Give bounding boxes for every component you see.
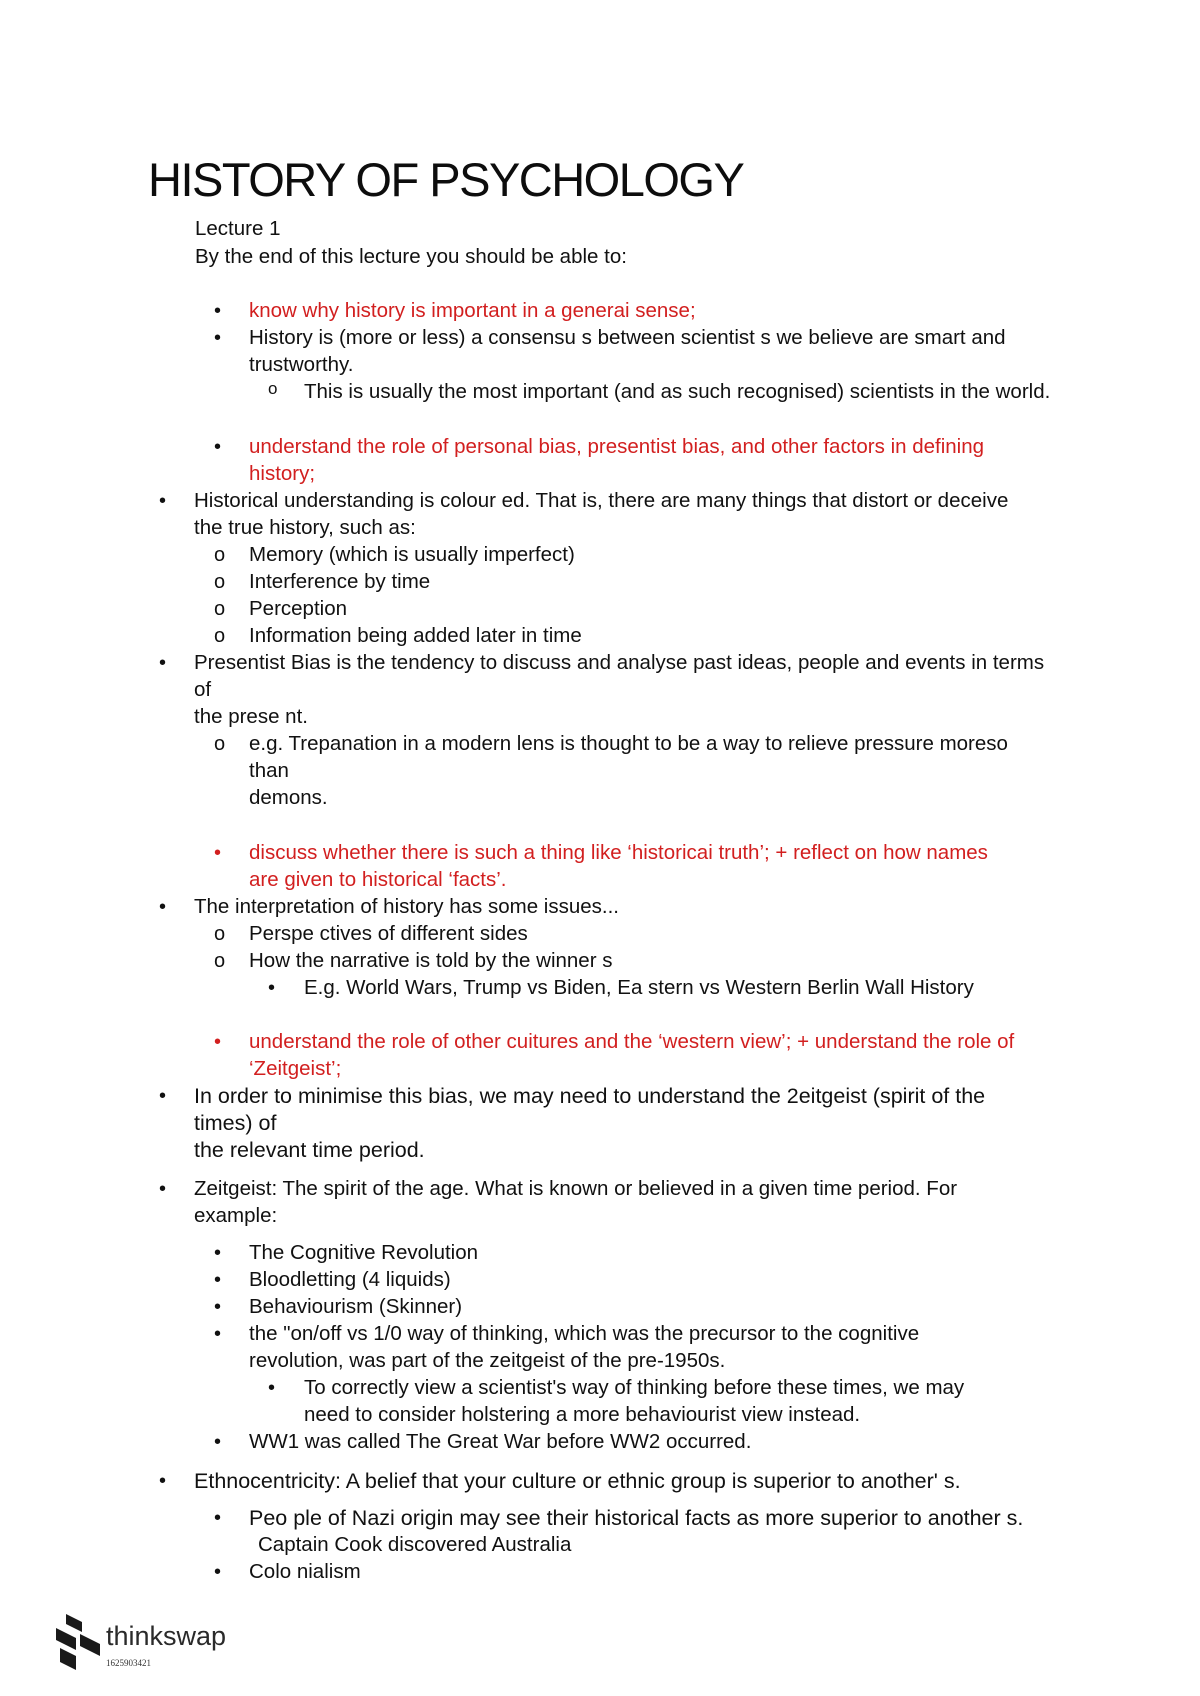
sub-bullet-marker: o — [214, 950, 226, 972]
list-item-text: Behaviourism (Skinner) — [249, 1295, 463, 1318]
bullet-dot: • — [268, 977, 276, 999]
list-item-text: In order to minimise this bias, we may need to understand the 2eitgeist (spirit of the — [194, 1084, 986, 1108]
list-item-text: Information being added later in time — [249, 624, 582, 647]
list-item-text: Captain Cook discovered Australia — [258, 1533, 572, 1556]
list-item-text: History is (more or less) a consensu s between scientist s we believe are smart and — [249, 326, 1006, 349]
lecture-number: Lecture 1 — [195, 217, 281, 240]
list-item-text: E.g. World Wars, Trump vs Biden, Ea stern vs Western Berlin Wall History — [304, 976, 974, 999]
list-item-text: the relevant time period. — [194, 1138, 425, 1162]
bullet-dot: • — [214, 842, 222, 864]
bullet-dot: • — [214, 327, 222, 349]
bullet-dot: • — [214, 1242, 222, 1264]
list-item-text: Perception — [249, 597, 348, 620]
brand-name: thinkswap — [106, 1621, 227, 1651]
bullet-dot: • — [268, 1377, 276, 1399]
list-item-text: Memory (which is usually imperfect) — [249, 543, 575, 566]
objective-text: understand the role of other cuitures and the ‘western view’; + understand the role of — [249, 1030, 1015, 1053]
list-item-text: The interpretation of history has some issues... — [194, 895, 620, 918]
objective-text: know why history is important in a generai sense; — [249, 299, 696, 322]
bullet-dot: • — [214, 1269, 222, 1291]
list-item-text: of — [194, 678, 212, 701]
list-item-text: example: — [194, 1204, 278, 1227]
sub-bullet-marker: o — [214, 733, 226, 755]
bullet-dot: • — [159, 1085, 167, 1107]
sub-bullet-marker: o — [268, 379, 278, 398]
bullet-dot: • — [159, 490, 167, 512]
sub-bullet-marker: o — [214, 923, 226, 945]
bullet-dot: • — [159, 652, 167, 674]
list-item-text: Ethnocentricity: A belief that your culture or ethnic group is superior to another' s. — [194, 1469, 961, 1493]
list-item-text: than — [249, 759, 289, 782]
list-item-text: WW1 was called The Great War before WW2 occurred. — [249, 1430, 752, 1453]
list-item-text: This is usually the most important (and as such recognised) scientists in the world. — [304, 380, 1051, 403]
list-item-text: Bloodletting (4 liquids) — [249, 1268, 451, 1291]
objective-text: discuss whether there is such a thing like ‘historicai truth’; + reflect on how names — [249, 841, 988, 864]
bullet-dot: • — [214, 300, 222, 322]
bullet-dot: • — [214, 1296, 222, 1318]
list-item-text: trustworthy. — [249, 353, 354, 376]
list-item-text: the "on/off vs 1/0 way of thinking, which was the precursor to the cognitive — [249, 1322, 920, 1345]
objective-text: history; — [249, 462, 316, 485]
list-item-text: Presentist Bias is the tendency to discuss and analyse past ideas, people and events in terms — [194, 651, 1045, 674]
list-item-text: e.g. Trepanation in a modern lens is thought to be a way to relieve pressure moreso — [249, 732, 1008, 755]
document-code: 1625903421 — [106, 1658, 151, 1668]
objective-text: are given to historical ‘facts’. — [249, 868, 507, 891]
list-item-text: Interference by time — [249, 570, 431, 593]
bullet-dot: • — [159, 1178, 167, 1200]
list-item-text: the true history, such as: — [194, 516, 416, 539]
list-item-text: The Cognitive Revolution — [249, 1241, 479, 1264]
list-item-text: To correctly view a scientist's way of thinking before these times, we may — [304, 1376, 965, 1399]
list-item-text: Perspe ctives of different sides — [249, 922, 528, 945]
sub-bullet-marker: o — [214, 571, 226, 593]
page-title: HISTORY OF PSYCHOLOGY — [148, 153, 744, 206]
bullet-dot: • — [214, 1431, 222, 1453]
list-item-text: need to consider holstering a more behaviourist view instead. — [304, 1403, 861, 1426]
list-item-text: the prese nt. — [194, 705, 308, 728]
list-item-text: revolution, was part of the zeitgeist of the pre-1950s. — [249, 1349, 726, 1372]
sub-bullet-marker: o — [214, 544, 226, 566]
list-item-text: How the narrative is told by the winner s — [249, 949, 613, 972]
list-item-text: Historical understanding is colour ed. That is, there are many things that distort or deceive — [194, 489, 1009, 512]
bullet-dot: • — [214, 1031, 222, 1053]
bullet-dot: • — [214, 1507, 222, 1529]
bullet-dot: • — [214, 436, 222, 458]
sub-bullet-marker: o — [214, 598, 226, 620]
bullet-dot: • — [214, 1561, 222, 1583]
lecture-intro: By the end of this lecture you should be able to: — [195, 245, 627, 268]
bullet-dot: • — [214, 1323, 222, 1345]
objective-text: ‘Zeitgeist’; — [249, 1057, 342, 1080]
thinkswap-logo-icon — [52, 1612, 104, 1674]
list-item-text: Peo ple of Nazi origin may see their historical facts as more superior to another s. — [249, 1506, 1024, 1530]
bullet-dot: • — [159, 1470, 167, 1492]
list-item-text: Colo nialism — [249, 1560, 361, 1583]
bullet-dot: • — [159, 896, 167, 918]
list-item-text: Zeitgeist: The spirit of the age. What is known or believed in a given time period. For — [194, 1177, 958, 1200]
objective-text: understand the role of personal bias, presentist bias, and other factors in defining — [249, 435, 985, 458]
sub-bullet-marker: o — [214, 625, 226, 647]
list-item-text: demons. — [249, 786, 328, 809]
list-item-text: times) of — [194, 1111, 277, 1135]
